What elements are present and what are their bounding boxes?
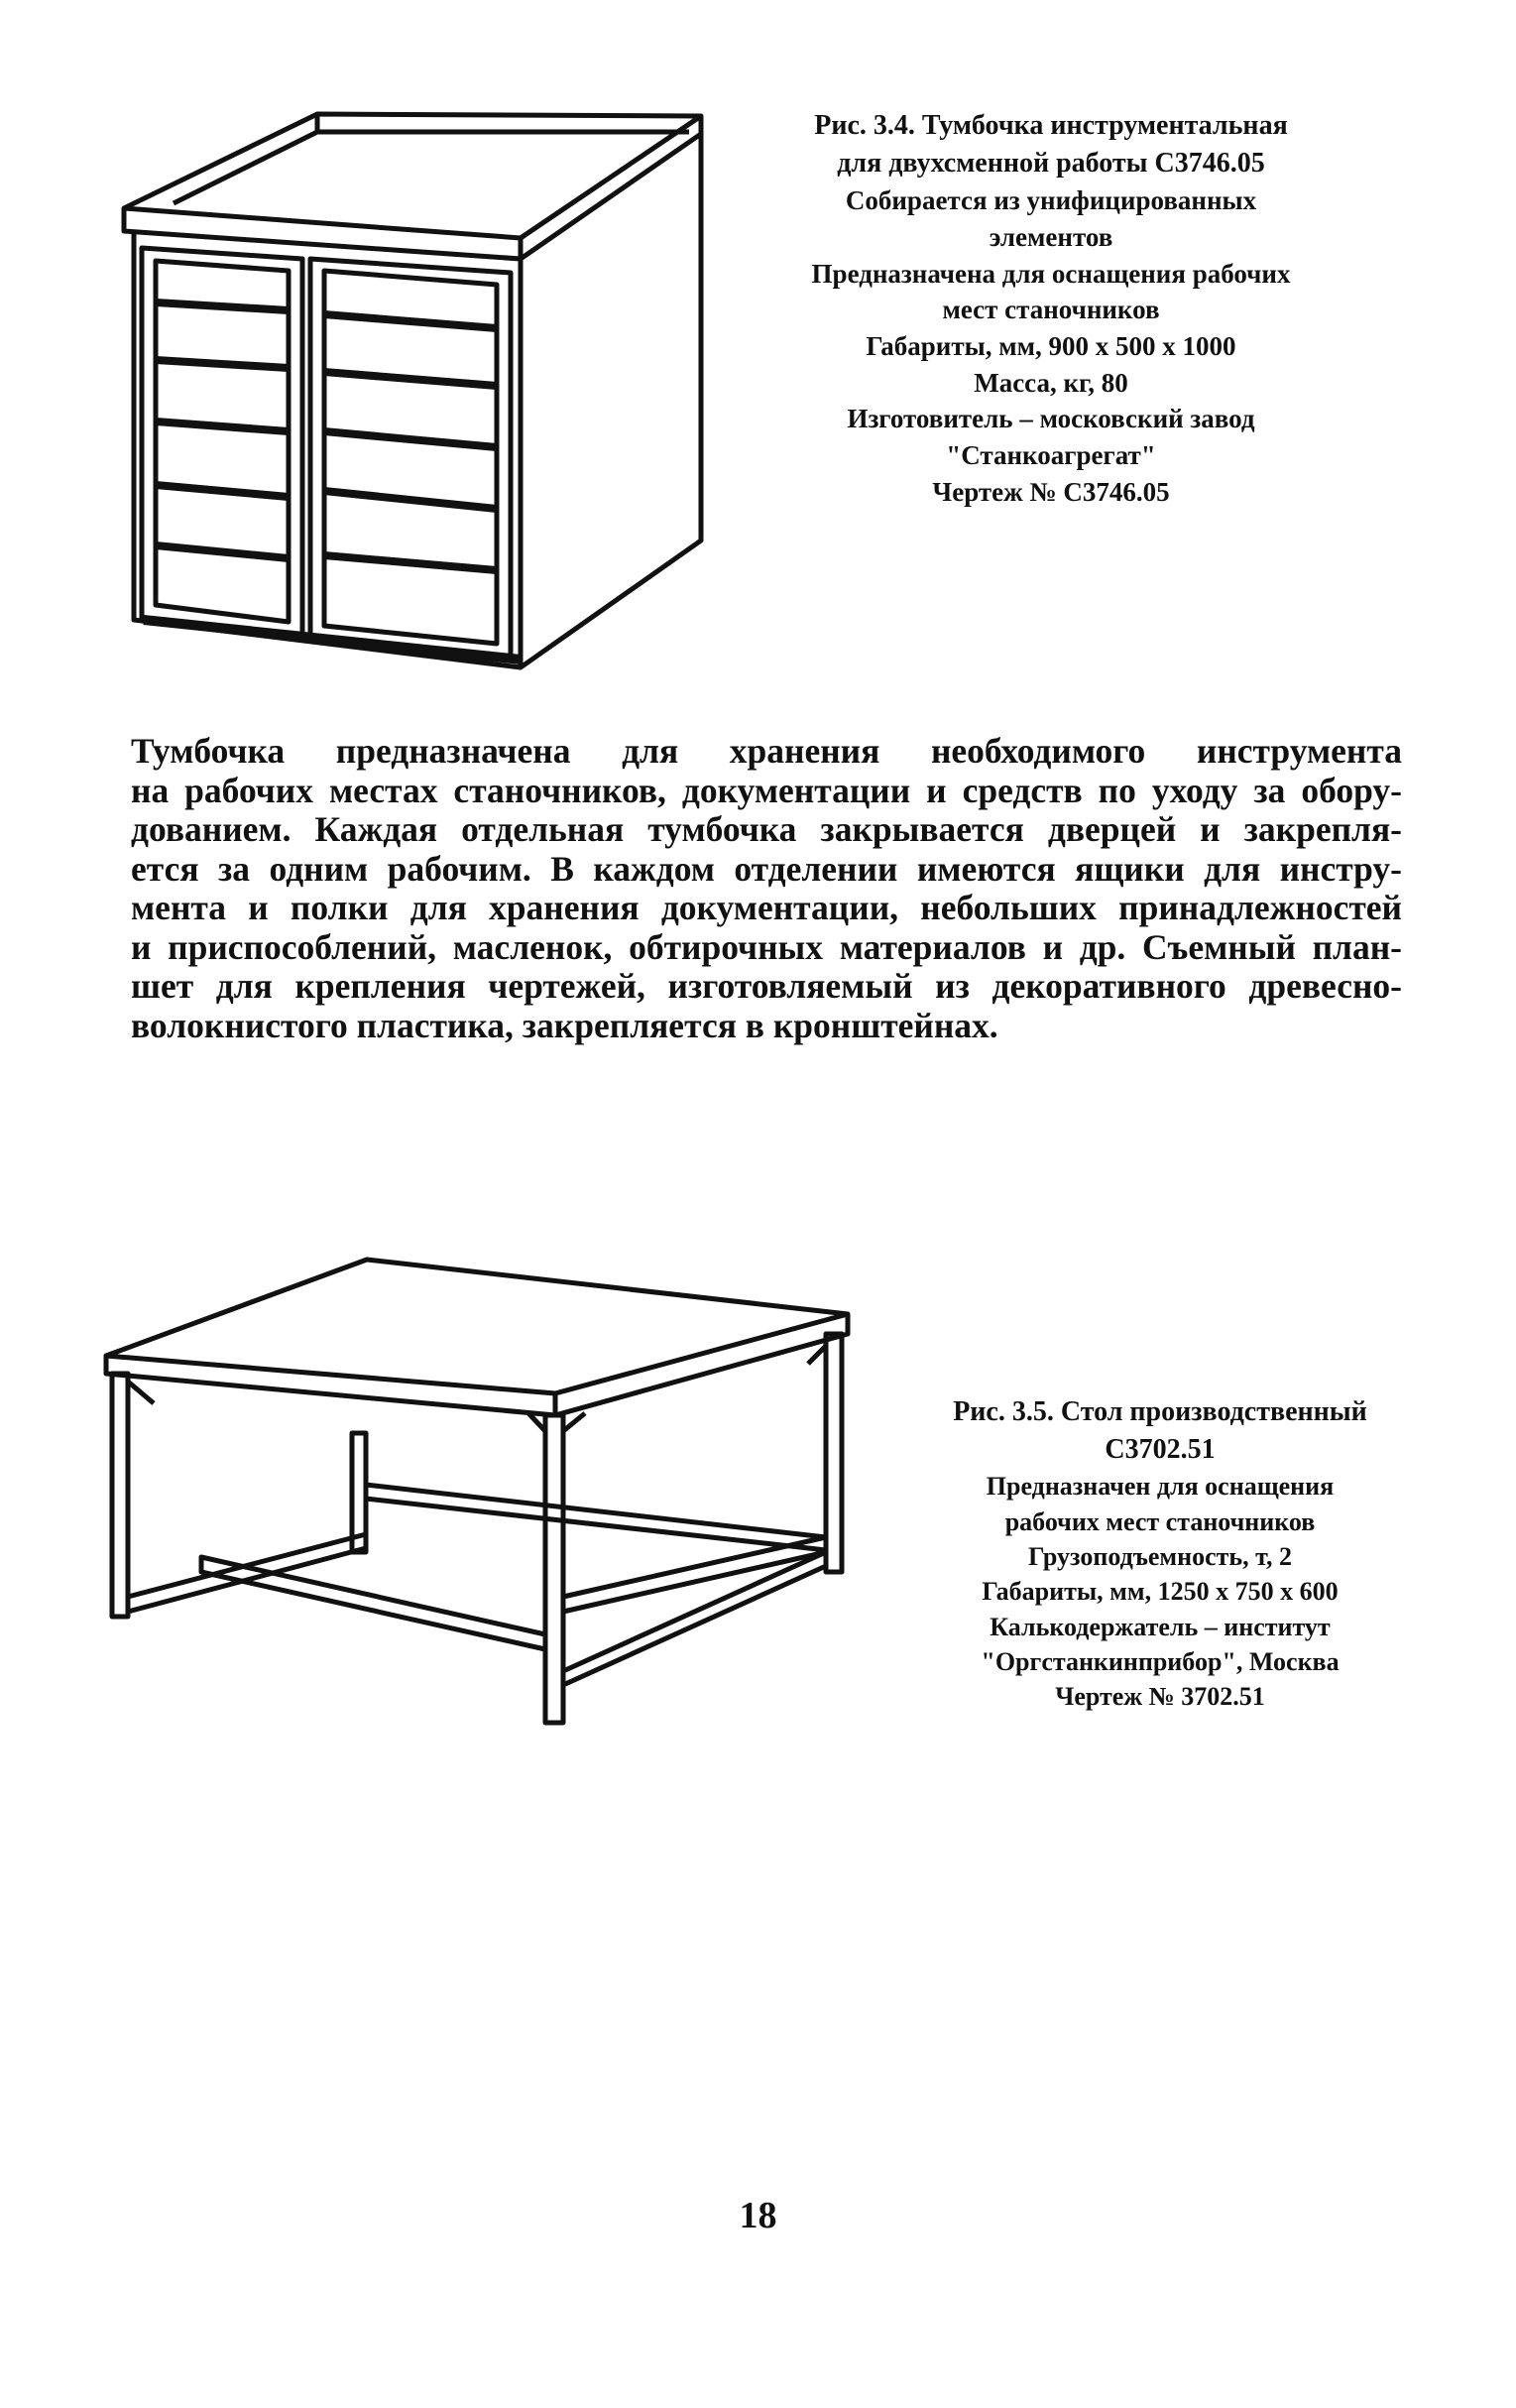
paragraph-line: Тумбочка предназначена для хранения необходимого инструмента	[131, 731, 1402, 771]
caption-line: рабочих мест станочников	[1004, 1506, 1316, 1536]
figure-3-5-caption	[882, 1393, 1438, 1715]
caption-line: мест станочников	[942, 295, 1160, 325]
caption-line: элементов	[989, 221, 1113, 252]
caption-title-line: Рис. 3.5. Стол производственный	[953, 1396, 1367, 1427]
caption-line: "Станкоагрегат"	[946, 440, 1156, 471]
body-paragraph	[131, 732, 1402, 1045]
caption-line: Габариты, мм, 900 x 500 x 1000	[866, 331, 1236, 362]
caption-line: Калькодержатель – институт	[990, 1612, 1331, 1641]
page-number: 18	[739, 2195, 777, 2236]
caption-line: Собирается из унифицированных	[845, 185, 1257, 216]
caption-title-line: Рис. 3.4. Тумбочка инструментальная	[814, 110, 1288, 141]
figure-3-4-caption	[749, 107, 1353, 511]
paragraph-line: ется за одним рабочим. В каждом отделении имеются ящики для инстру-	[131, 848, 1402, 889]
caption-title-line: для двухсменной работы С3746.05	[837, 148, 1265, 180]
caption-line: Изготовитель – московский завод	[847, 404, 1255, 434]
caption-line: Предназначена для оснащения рабочих	[811, 258, 1291, 289]
paragraph-line: мента и полки для хранения документации, небольших принадлежностей	[131, 888, 1402, 927]
caption-line: Чертеж № С3746.05	[932, 476, 1170, 507]
caption-line: Чертеж № 3702.51	[1055, 1682, 1265, 1712]
paragraph-line: и приспособлений, масленок, обтирочных материалов и др. Съемный план-	[131, 926, 1402, 967]
cabinet-drawing	[114, 104, 709, 689]
paragraph-line: шет для крепления чертежей, изготовляемый из декоративного древесно-	[131, 966, 1402, 1006]
caption-line: Предназначен для оснащения	[986, 1472, 1335, 1502]
caption-line: Масса, кг, 80	[974, 367, 1128, 398]
caption-line: Габариты, мм, 1250 x 750 x 600	[982, 1577, 1339, 1607]
table-drawing	[84, 1255, 868, 1741]
caption-title-line: С3702.51	[1105, 1434, 1216, 1466]
caption-line: "Оргстанкинприбор", Москва	[981, 1646, 1340, 1676]
paragraph-line: волокнистого пластика, закрепляется в кронштейнах.	[131, 1005, 998, 1045]
paragraph-line: на рабочих местах станочников, документации и средств по уходу за обору-	[131, 770, 1402, 810]
paragraph-line: дованием. Каждая отдельная тумбочка закрывается дверцей и закрепля-	[131, 809, 1402, 849]
caption-line: Грузоподъемность, т, 2	[1028, 1541, 1292, 1571]
